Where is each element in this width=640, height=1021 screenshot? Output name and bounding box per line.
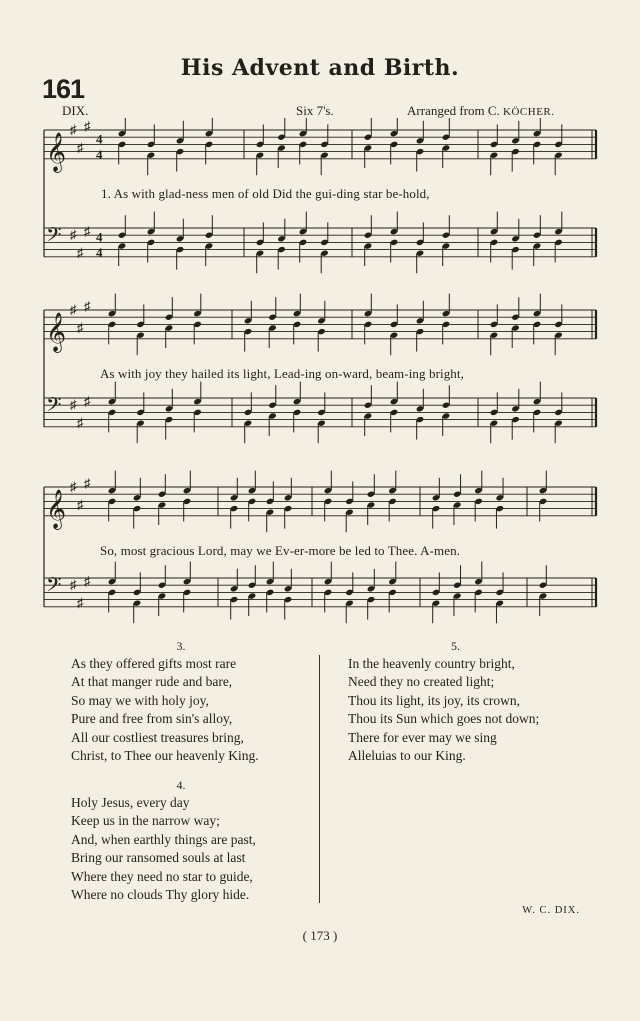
- verse-line: Where they need no star to guide,: [71, 868, 253, 884]
- sharp-icon: ♯: [77, 497, 84, 512]
- sharp-icon: ♯: [77, 415, 84, 431]
- verse-line: Holy Jesus, every day: [71, 795, 190, 810]
- sharp-icon: ♯: [70, 122, 77, 137]
- sharp-icon: ♯: [84, 475, 91, 491]
- time-signature: 4: [96, 131, 103, 147]
- sharp-icon: ♯: [70, 227, 77, 243]
- verse-line: Thou its Sun which goes not down;: [348, 711, 540, 727]
- sharp-icon: ♯: [84, 118, 91, 134]
- verse-line: In the heavenly country bright,: [348, 656, 515, 671]
- arranger-name: KÖCHER.: [503, 106, 555, 118]
- treble-clef-icon: 𝄞: [46, 131, 67, 172]
- sharp-icon: ♯: [84, 298, 91, 314]
- verse-number: [348, 776, 563, 794]
- sharp-icon: ♯: [77, 320, 84, 335]
- verse-line: Thou its light, its joy, its crown,: [348, 692, 520, 708]
- sharp-icon: ♯: [70, 397, 77, 413]
- arranger-credit: [407, 103, 555, 119]
- verse-line: Keep us in the narrow way;: [71, 813, 220, 829]
- sharp-icon: ♯: [77, 245, 84, 261]
- verse-2: [71, 637, 316, 765]
- sharp-icon: ♯: [70, 302, 77, 317]
- treble-clef-icon: 𝄞: [46, 488, 67, 529]
- verse-line: Bring our ransomed souls at last: [71, 850, 246, 866]
- time-signature: 4: [96, 229, 103, 245]
- sharp-icon: ♯: [77, 595, 84, 611]
- verse-5: [348, 776, 578, 794]
- bass-clef-icon: 𝄢: [46, 573, 62, 601]
- sharp-icon: ♯: [84, 573, 91, 589]
- section-title: His Advent and Birth.: [180, 55, 460, 81]
- verse-line: There for ever may we sing: [348, 729, 497, 745]
- verse-line: Need they no created light;: [348, 674, 495, 690]
- metre: Six 7's.: [296, 103, 334, 118]
- sharp-icon: ♯: [84, 393, 91, 409]
- lyric-line-1: 1. As with glad-ness men of old Did the gui-ding star be-hold,: [101, 186, 430, 201]
- verse-number: 5.: [451, 639, 460, 653]
- bass-clef-icon: 𝄢: [46, 393, 62, 421]
- time-signature: 4: [96, 244, 103, 260]
- page-number: ( 173 ): [302, 928, 338, 943]
- verse-line: Christ, to Thee our heavenly King.: [71, 748, 259, 764]
- hymn-number: 161: [42, 74, 85, 104]
- verse-line: As they offered gifts most rare: [71, 656, 237, 671]
- lyric-line-3: So, most gracious Lord, may we Ev-er-more be led to Thee. A-men.: [100, 543, 461, 558]
- author-credit: W. C. DIX.: [522, 905, 580, 916]
- verse-line: And, when earthly things are past,: [71, 831, 256, 847]
- sharp-icon: ♯: [84, 223, 91, 239]
- verse-line: At that manger rude and bare,: [71, 674, 233, 690]
- sharp-icon: ♯: [70, 577, 77, 593]
- verse-line: Where no clouds Thy glory hide.: [71, 887, 250, 903]
- verse-3: [71, 776, 316, 904]
- verse-line: All our costliest treasures bring,: [71, 729, 244, 745]
- verse-4: [348, 637, 578, 765]
- sharp-icon: ♯: [77, 140, 84, 155]
- verse-line: Alleluias to our King.: [348, 748, 466, 764]
- sharp-icon: ♯: [70, 479, 77, 494]
- verse-line: So may we with holy joy,: [71, 692, 209, 708]
- verse-line: Pure and free from sin's alloy,: [71, 711, 233, 727]
- time-signature: 4: [96, 146, 103, 162]
- arranger-prefix: Arranged from C.: [407, 103, 504, 118]
- verse-number: 4.: [176, 778, 186, 792]
- treble-clef-icon: 𝄞: [46, 311, 67, 352]
- bass-clef-icon: 𝄢: [46, 223, 62, 251]
- verse-number: 3.: [176, 639, 186, 653]
- tune-name: DIX.: [62, 103, 89, 118]
- column-divider: [319, 655, 320, 903]
- lyric-line-2: As with joy they hailed its light, Lead-ing on-ward, beam-ing bright,: [100, 366, 464, 381]
